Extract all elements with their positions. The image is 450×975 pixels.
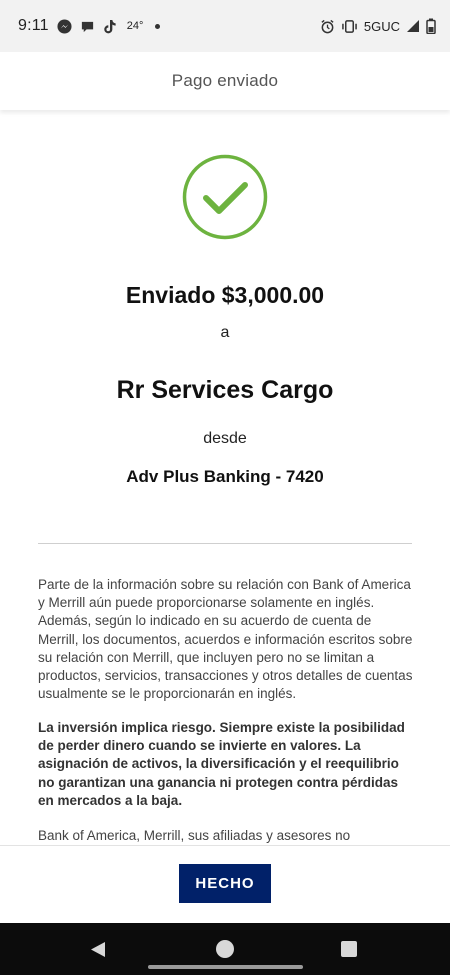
- vibrate-icon: [341, 19, 358, 34]
- checkmark-circle-icon: [182, 154, 268, 240]
- notification-dot: [155, 24, 160, 29]
- disclaimer-affiliates: Bank of America, Merrill, sus afiliadas y asesores no: [38, 828, 351, 843]
- messenger-icon: [57, 19, 72, 34]
- status-left: [18, 17, 160, 35]
- status-time: 9:11: [18, 17, 49, 34]
- status-bar: [0, 0, 450, 52]
- divider: [38, 543, 412, 544]
- source-account: Adv Plus Banking - 7420: [126, 467, 324, 486]
- page-title: Pago enviado: [171, 71, 279, 90]
- disclaimer-language: Parte de la información sobre su relación con Bank of America y Merrill aún puede proporcionarse solamente en inglés. Además, según lo indicado en su acuerdo de cuenta de Merrill, los documentos, acuerdos e información escritos sobre su relación con Merrill, que incluyen pero no se limitan a productos, servicios, transacciones y otros detalles de cuentas usualmente se le proporcionarán en inglés.: [38, 577, 413, 702]
- home-icon[interactable]: [216, 940, 234, 958]
- from-label: desde: [203, 430, 247, 447]
- back-icon[interactable]: [90, 941, 106, 963]
- gesture-handle[interactable]: [148, 965, 303, 969]
- amount-sent: Enviado $3,000.00: [125, 282, 325, 308]
- status-right: [320, 18, 436, 34]
- footer: [0, 845, 450, 923]
- payee-name: Rr Services Cargo: [116, 376, 334, 404]
- status-temperature: 24°: [126, 20, 144, 32]
- confirmation-content[interactable]: [0, 110, 450, 845]
- header: [0, 52, 450, 110]
- disclaimer-investment-risk: La inversión implica riesgo. Siempre existe la posibilidad de perder dinero cuando se invierte en valores. La asignación de activos, la diversificación y el reequilibrio no garantizan una ganancia ni protegen contra pérdidas en mercados a la baja.: [38, 720, 405, 808]
- done-button[interactable]: HECHO: [179, 864, 271, 903]
- chat-icon: [80, 19, 95, 34]
- tiktok-icon: [103, 19, 117, 34]
- recents-icon[interactable]: [341, 941, 357, 957]
- signal-icon: [406, 19, 420, 33]
- navigation-bar: [0, 923, 450, 975]
- alarm-icon: [320, 19, 335, 34]
- battery-icon: [426, 18, 436, 34]
- to-label: a: [220, 324, 230, 341]
- network-type: 5GUC: [363, 18, 400, 34]
